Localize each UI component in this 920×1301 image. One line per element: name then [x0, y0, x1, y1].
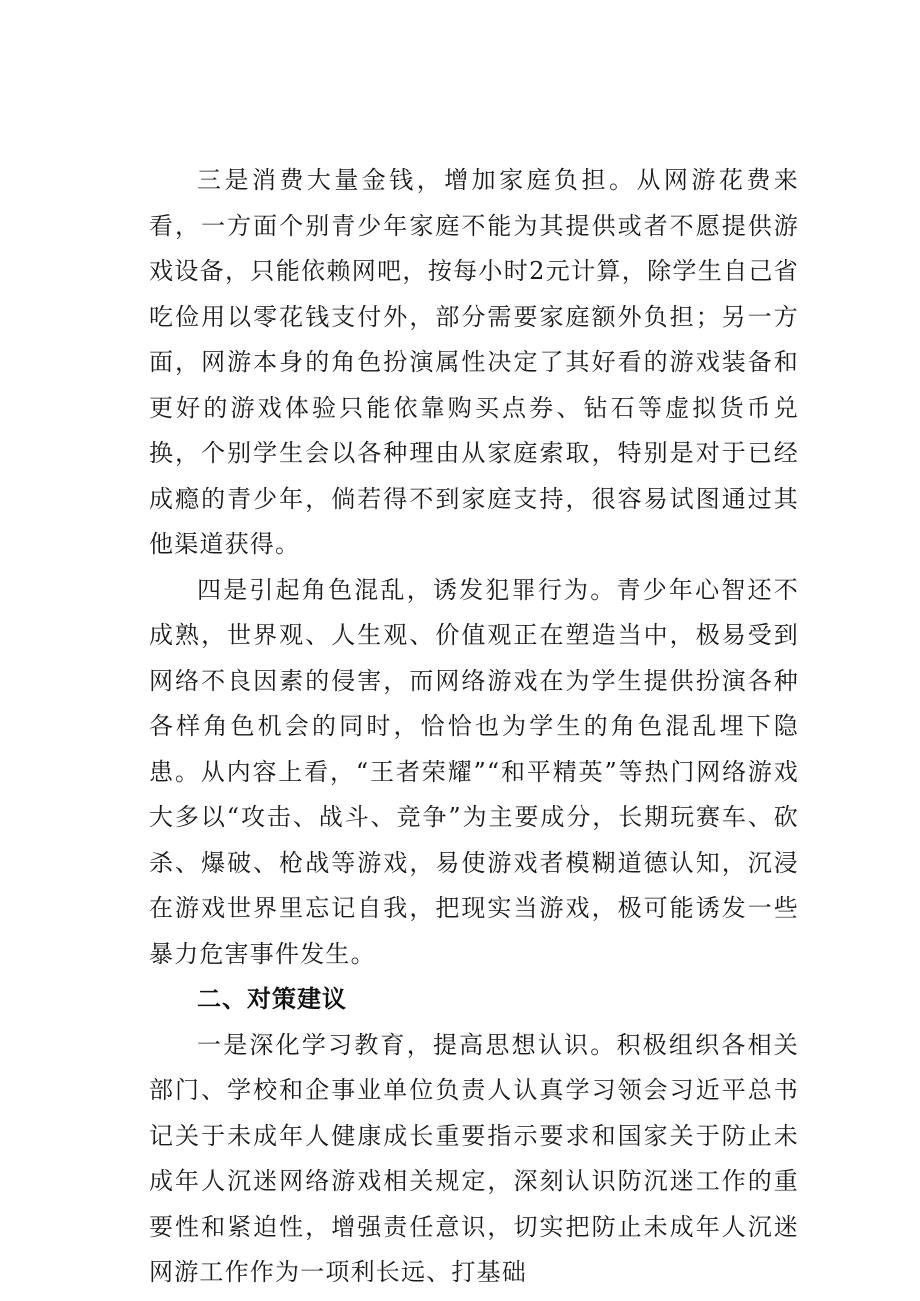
paragraph-role-confusion: 四是引起角色混乱，诱发犯罪行为。青少年心智还不成熟，世界观、人生观、价值观正在塑造当中，极易受到网络不良因素的侵害，而网络游戏在为学生提供扮演各种各样角色机会的同时，恰恰也为学生的角色混乱埋下隐患。从内容上看，“王者荣耀”“和平精英”等热门网络游戏大多以“攻击、战斗、竞争”为主要成分，长期玩赛车、砍杀、爆破、枪战等游戏，易使游戏者模糊道德认知，沉浸在游戏世界里忘记自我，把现实当游戏，极可能诱发一些暴力危害事件发生。 — [149, 575, 799, 968]
document-body — [149, 158, 799, 1296]
paragraph-spending: 三是消费大量金钱，增加家庭负担。从网游花费来看，一方面个别青少年家庭不能为其提供或者不愿提供游戏设备，只能依赖网吧，按每小时2元计算，除学生自己省吃俭用以零花钱支付外，部分需要家庭额外负担；另一方面，网游本身的角色扮演属性决定了其好看的游戏装备和更好的游戏体验只能依靠购买点券、钻石等虚拟货币兑换，个别学生会以各种理由从家庭索取，特别是对于已经成瘾的青少年，倘若得不到家庭支持，很容易试图通过其他渠道获得。 — [149, 166, 799, 558]
paragraph-education: 一是深化学习教育，提高思想认识。积极组织各相关部门、学校和企事业单位负责人认真学习领会习近平总书记关于未成年人健康成长重要指示要求和国家关于防止未成年人沉迷网络游戏相关规定，深刻认识防沉迷工作的重要性和紧迫性，增强责任意识，切实把防止未成年人沉迷网游工作作为一项利长远、打基础 — [149, 1030, 799, 1286]
section-heading: 二、对策建议 — [197, 985, 347, 1013]
